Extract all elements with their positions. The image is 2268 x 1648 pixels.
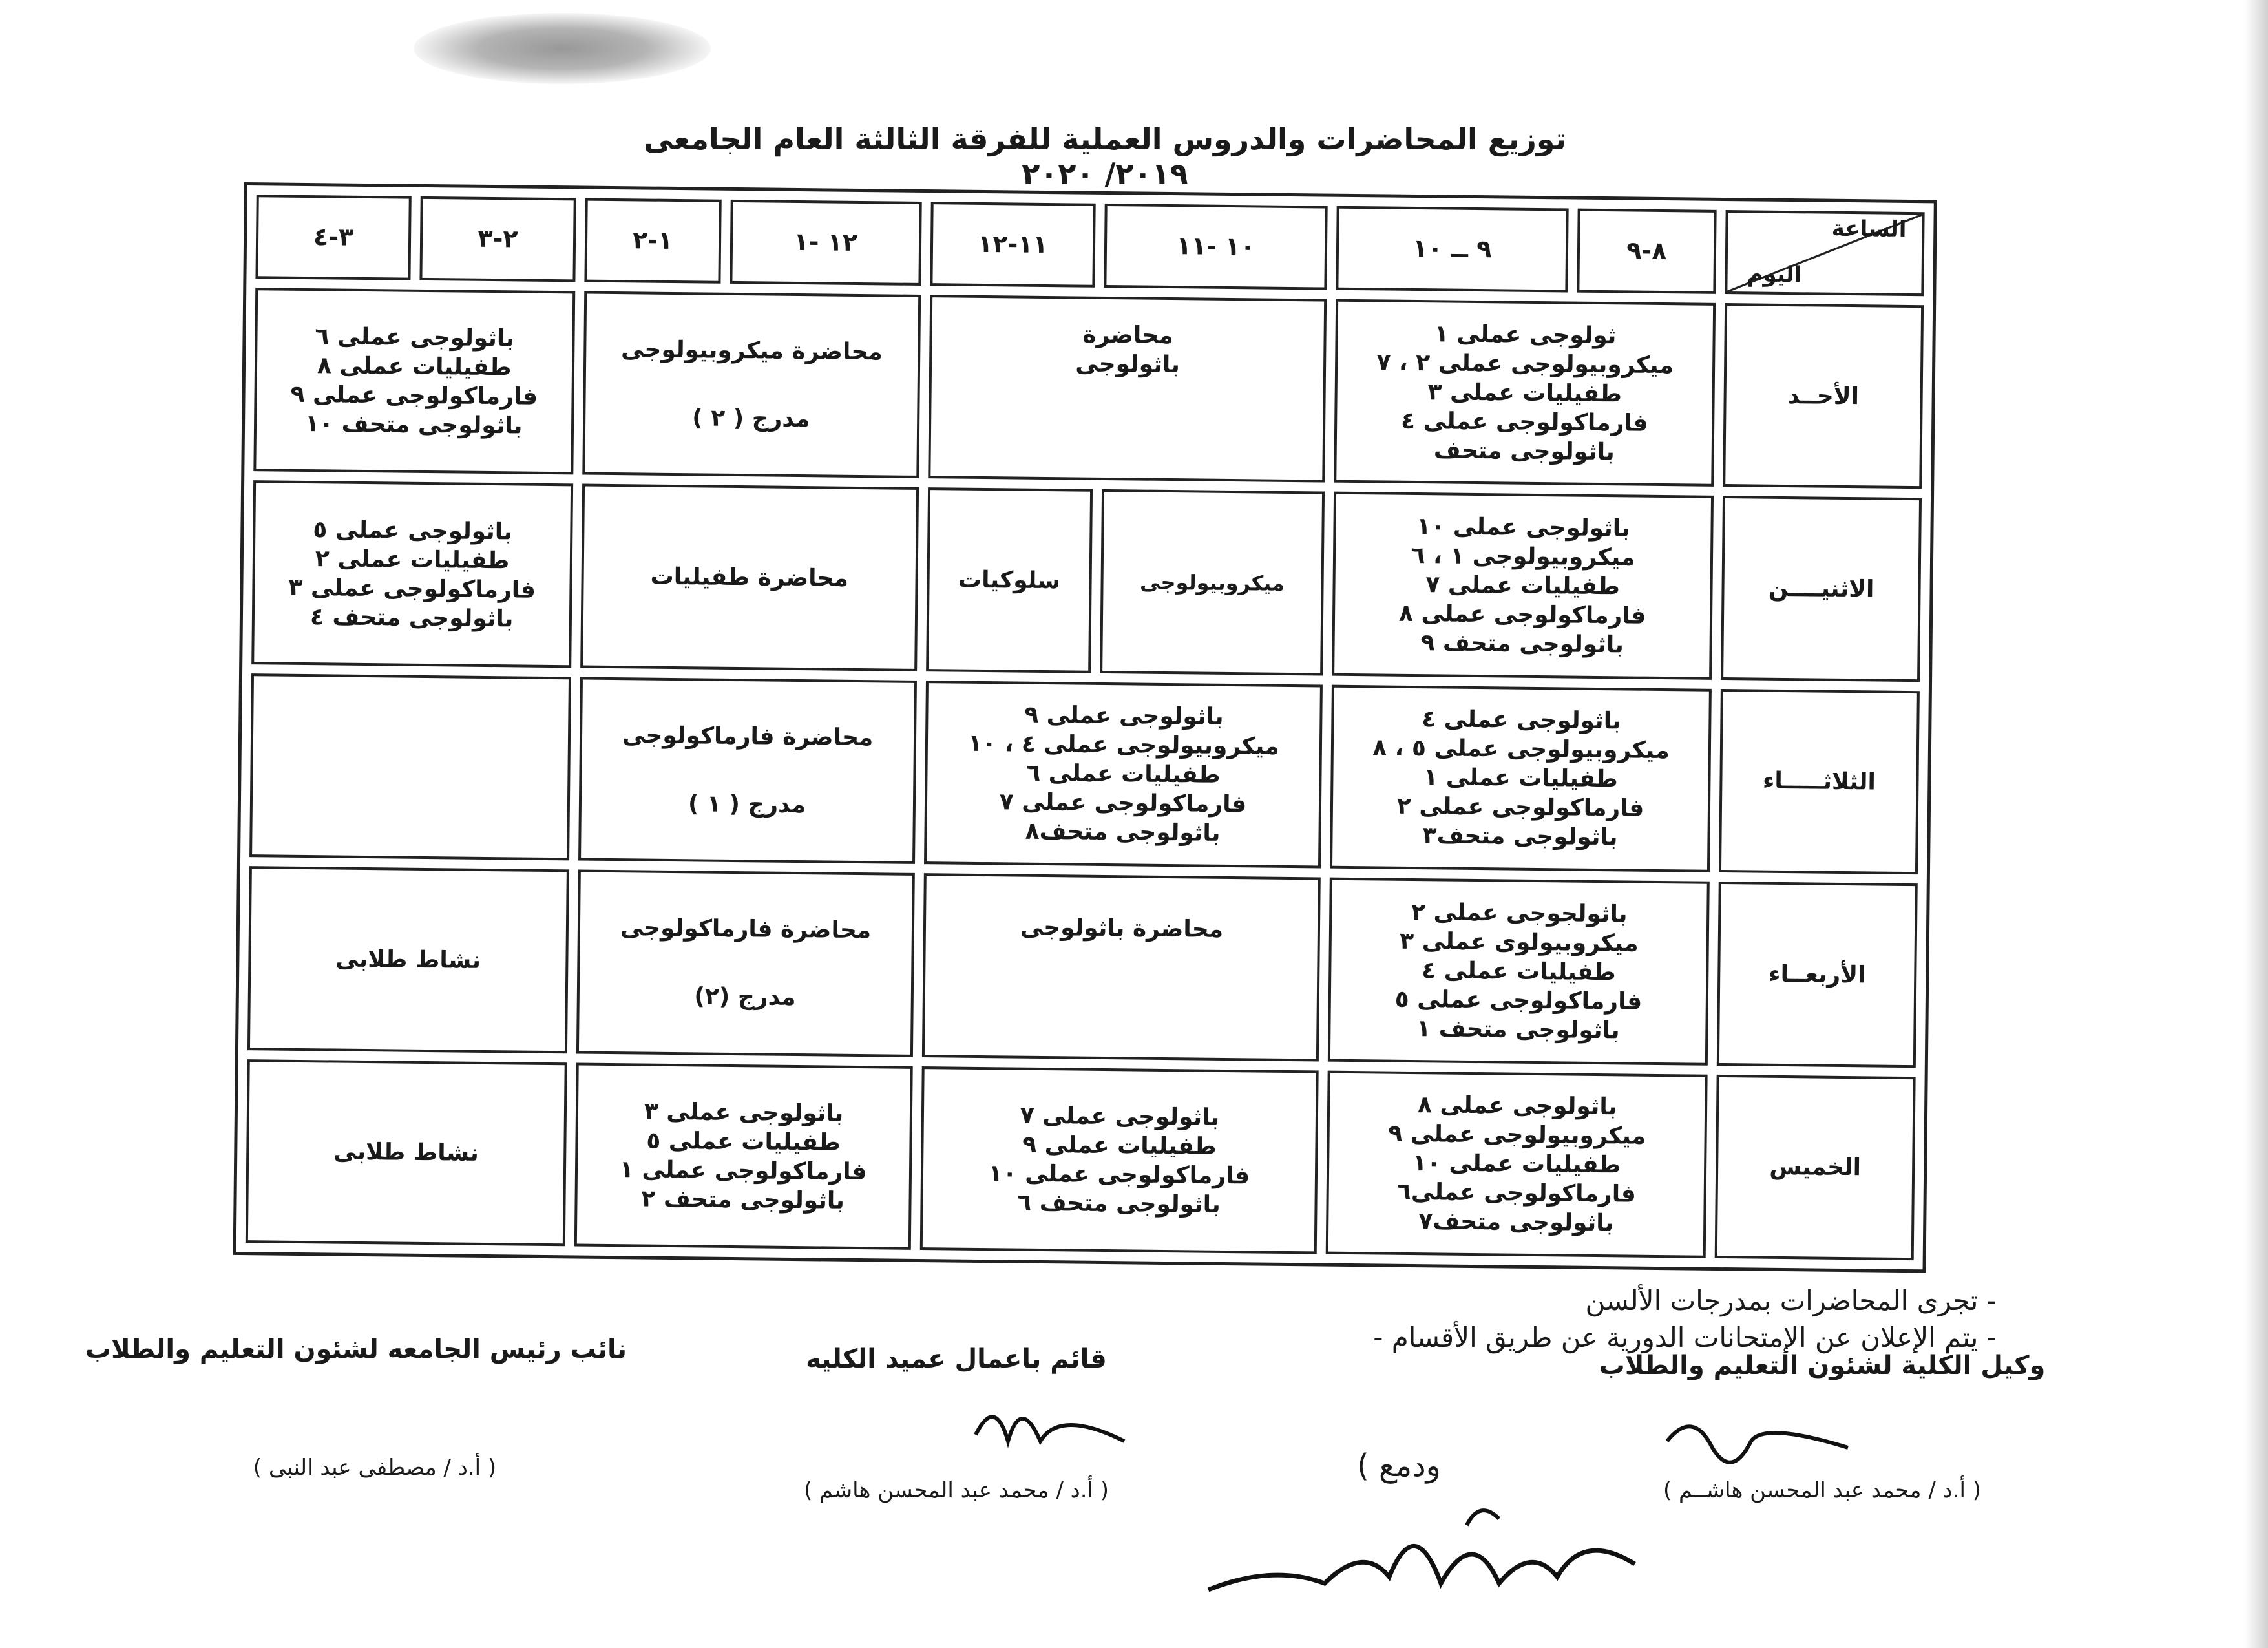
tuesday-practical-2-line-2: ميكروبيولوجى عملى ٤ ، ١٠ bbox=[967, 730, 1279, 761]
slot-header-4: ١١-١٢ bbox=[930, 202, 1095, 288]
row-monday bbox=[251, 481, 1922, 682]
slot-header-2: ٩ ــ ١٠ bbox=[1336, 206, 1569, 293]
thursday-practical-2-cell bbox=[920, 1066, 1319, 1254]
handwritten-note: ودمع ) bbox=[1357, 1448, 1441, 1484]
tuesday-practical-2-line-5: باثولوجى متحف٨ bbox=[1025, 818, 1221, 847]
sunday-practical-line-5: باثولوجى متحف bbox=[1433, 436, 1615, 465]
corner-day-label: اليوم bbox=[1747, 260, 1802, 288]
row-tuesday bbox=[249, 673, 1920, 874]
sunday-practical-line-1: ثولوجى عملى ١ bbox=[1434, 320, 1617, 349]
scan-edge-shadow bbox=[2245, 0, 2268, 1648]
vice-president-title: نائب رئيس الجامعه لشئون التعليم والطلاب bbox=[85, 1335, 627, 1364]
thursday-practical-1-line-5: باثولوجى متحف٧ bbox=[1418, 1208, 1614, 1237]
monday-afternoon-line-3: فارماكولوجى عملى ٣ bbox=[288, 574, 536, 604]
sunday-lecture-1-line-1: محاضرة bbox=[1082, 321, 1173, 350]
acting-dean-signature-mark bbox=[969, 1383, 1137, 1461]
tuesday-lecture-cell bbox=[578, 677, 917, 864]
sunday-afternoon-line-3: فارماكولوجى عملى ٩ bbox=[290, 381, 538, 410]
tuesday-practical-2-line-1: باثولوجى عملى ٩ bbox=[1024, 702, 1224, 731]
tuesday-practical-1-line-5: باثولوجى متحف٣ bbox=[1422, 822, 1618, 851]
note-line-1: - تجرى المحاضرات بمدرجات الألسن bbox=[1585, 1285, 1997, 1316]
vice-dean-signature-mark bbox=[1654, 1402, 1861, 1486]
wednesday-lecture-1-cell bbox=[922, 873, 1321, 1061]
wednesday-practical-line-1: باثولجوجى عملى ٢ bbox=[1411, 898, 1628, 928]
monday-afternoon-line-4: باثولوجى متحف ٤ bbox=[310, 603, 514, 632]
note-line-2: - يتم الإعلان عن الإمتحانات الدورية عن طريق الأقسام - bbox=[1373, 1321, 1997, 1353]
monday-lecture-2-cell: محاضرة طفيليات bbox=[580, 484, 919, 671]
monday-practical-line-3: طفيليات عملى ٧ bbox=[1425, 571, 1621, 600]
sunday-lecture-2-line-2: مدرج ( ٢ ) bbox=[692, 405, 810, 433]
slot-header-7: ٢-٣ bbox=[420, 196, 576, 282]
slot-header-3: ١٠ -١١ bbox=[1104, 204, 1328, 290]
tuesday-practical-1-line-4: فارماكولوجى عملى ٢ bbox=[1396, 793, 1644, 823]
monday-practical-line-4: فارماكولوجى عملى ٨ bbox=[1398, 600, 1646, 629]
tuesday-practical-2-cell bbox=[924, 681, 1323, 869]
day-sunday: الأحــد bbox=[1723, 303, 1924, 489]
monday-lecture-a-cell: ميكروبيولوجى bbox=[1100, 489, 1325, 675]
thursday-practical-1-line-4: فارماكولوجى عملى٦ bbox=[1396, 1179, 1637, 1208]
sunday-lecture-1-cell bbox=[928, 295, 1327, 483]
handwritten-signature-mark bbox=[1195, 1486, 1661, 1616]
thursday-practical-1-line-3: طفيليات عملى ١٠ bbox=[1412, 1150, 1621, 1179]
sunday-afternoon-line-1: باثولوجى عملى ٦ bbox=[315, 323, 515, 352]
corner-hour-label: الساعة bbox=[1831, 215, 1907, 242]
slot-header-8: ٣-٤ bbox=[255, 195, 412, 280]
tuesday-practical-1-line-1: باثولوجى عملى ٤ bbox=[1422, 706, 1621, 735]
wednesday-practical-line-3: طفيليات عملى ٤ bbox=[1421, 957, 1616, 986]
row-sunday bbox=[253, 288, 1924, 489]
thursday-practical-3-line-3: فارماكولوجى عملى ١ bbox=[619, 1156, 867, 1185]
day-monday: الاثنيــــن bbox=[1721, 496, 1922, 682]
header-corner-cell bbox=[1725, 210, 1924, 296]
sunday-lecture-2-cell bbox=[582, 291, 921, 479]
slot-header-1: ٨-٩ bbox=[1577, 209, 1717, 294]
wednesday-lecture-2-line-2: مدرج (٢) bbox=[694, 983, 796, 1011]
wednesday-lecture-2-cell bbox=[576, 870, 914, 1057]
schedule-table bbox=[233, 182, 1937, 1273]
wednesday-activity-cell: نشاط طلابى bbox=[247, 866, 569, 1053]
tuesday-lecture-line-1: محاضرة فارماكولوجى bbox=[622, 722, 874, 752]
day-tuesday: الثلاثـــــاء bbox=[1719, 689, 1920, 875]
thursday-practical-3-line-1: باثولوجى عملى ٣ bbox=[644, 1098, 844, 1127]
monday-practical-cell bbox=[1332, 492, 1714, 680]
wednesday-practical-line-2: ميكروبيولوى عملى ٣ bbox=[1399, 927, 1639, 957]
vice-dean-title: وكيل الكلية لشئون التعليم والطلاب bbox=[1599, 1351, 2046, 1380]
thursday-practical-1-line-1: باثولوجى عملى ٨ bbox=[1417, 1092, 1617, 1121]
thursday-practical-3-cell bbox=[574, 1062, 912, 1250]
tuesday-practical-1-cell bbox=[1330, 684, 1712, 872]
monday-afternoon-cell bbox=[251, 481, 572, 668]
slot-header-5: ١٢ -١ bbox=[730, 200, 922, 286]
tuesday-lecture-line-2: مدرج ( ١ ) bbox=[688, 790, 806, 819]
tuesday-practical-1-line-2: ميكروبيولوجى عملى ٥ ، ٨ bbox=[1372, 734, 1670, 765]
thursday-practical-3-line-4: باثولوجى متحف ٢ bbox=[641, 1185, 845, 1214]
page-title: توزيع المحاضرات والدروس العملية للفرقة الثالثة العام الجامعى ٢٠١٩/ ٢٠٢٠ bbox=[643, 121, 1567, 191]
sunday-lecture-1-line-2: باثولوجى bbox=[1075, 350, 1181, 379]
thursday-practical-2-line-4: باثولوجى متحف ٦ bbox=[1017, 1189, 1221, 1218]
wednesday-lecture-1-line: محاضرة باثولوجى bbox=[1020, 914, 1224, 943]
acting-dean-title: قائم باعمال عميد الكليه bbox=[806, 1344, 1107, 1374]
header-row bbox=[255, 195, 1924, 296]
thursday-practical-1-cell bbox=[1326, 1070, 1708, 1258]
sunday-lecture-2-line-1: محاضرة ميكروبيولوجى bbox=[620, 336, 883, 366]
day-wednesday: الأربعــاء bbox=[1717, 882, 1918, 1068]
scan-smudge bbox=[414, 13, 711, 84]
sunday-practical-line-3: طفيليات عملى ٣ bbox=[1427, 378, 1622, 408]
tuesday-practical-1-line-3: طفيليات عملى ١ bbox=[1423, 764, 1618, 793]
tuesday-practical-2-line-4: فارماكولوجى عملى ٧ bbox=[999, 788, 1247, 818]
wednesday-lecture-2-line-1: محاضرة فارماكولوجى bbox=[620, 914, 872, 944]
day-thursday: الخميس bbox=[1715, 1074, 1916, 1260]
thursday-practical-2-line-3: فارماكولوجى عملى ١٠ bbox=[988, 1159, 1250, 1190]
wednesday-practical-line-4: فارماكولوجى عملى ٥ bbox=[1394, 986, 1643, 1015]
sunday-practical-cell bbox=[1334, 299, 1716, 487]
vice-president-name: ( أ.د / مصطفى عبد النبى ) bbox=[253, 1455, 497, 1481]
wednesday-practical-cell bbox=[1328, 878, 1710, 1066]
thursday-activity-cell: نشاط طلابى bbox=[246, 1059, 567, 1247]
acting-dean-name: ( أ.د / محمد عبد المحسن هاشم ) bbox=[803, 1477, 1109, 1503]
notes-block bbox=[1137, 1283, 1997, 1356]
signature-vice-president bbox=[85, 1335, 627, 1481]
vice-dean-name: ( أ.د / محمد عبد المحسن هاشــم ) bbox=[1663, 1477, 1982, 1503]
sunday-afternoon-cell bbox=[253, 288, 574, 475]
tuesday-practical-2-line-3: طفيليات عملى ٦ bbox=[1026, 760, 1221, 789]
monday-practical-line-5: باثولوجى متحف ٩ bbox=[1420, 629, 1624, 659]
monday-afternoon-line-2: طفيليات عملى ٢ bbox=[315, 545, 510, 574]
monday-practical-line-1: باثولوجى عملى ١٠ bbox=[1416, 513, 1631, 542]
thursday-practical-3-line-2: طفيليات عملى ٥ bbox=[646, 1127, 841, 1156]
tuesday-empty-cell bbox=[249, 673, 571, 861]
wednesday-practical-line-5: باثولوجى متحف ١ bbox=[1416, 1015, 1620, 1044]
monday-practical-line-2: ميكروبيولوجى ١ ، ٦ bbox=[1411, 542, 1635, 571]
row-thursday bbox=[246, 1059, 1916, 1260]
sunday-afternoon-line-4: باثولوجى متحف ١٠ bbox=[304, 410, 523, 439]
slot-header-6: ١-٢ bbox=[584, 198, 721, 284]
thursday-practical-1-line-2: ميكروبيولوجى عملى ٩ bbox=[1388, 1120, 1646, 1150]
row-wednesday bbox=[247, 866, 1918, 1067]
sunday-practical-line-4: فارماكولوجى عملى ٤ bbox=[1400, 407, 1648, 437]
thursday-practical-2-line-2: طفيليات عملى ٩ bbox=[1022, 1131, 1217, 1160]
monday-lecture-b-cell: سلوكيات bbox=[926, 487, 1093, 673]
sunday-practical-line-2: ميكروبيولوجى عملى ٢ ، ٧ bbox=[1376, 349, 1674, 379]
monday-afternoon-line-1: باثولوجى عملى ٥ bbox=[313, 516, 513, 545]
thursday-practical-2-line-1: باثولوجى عملى ٧ bbox=[1020, 1102, 1220, 1131]
sunday-afternoon-line-2: طفيليات عملى ٨ bbox=[317, 352, 512, 381]
